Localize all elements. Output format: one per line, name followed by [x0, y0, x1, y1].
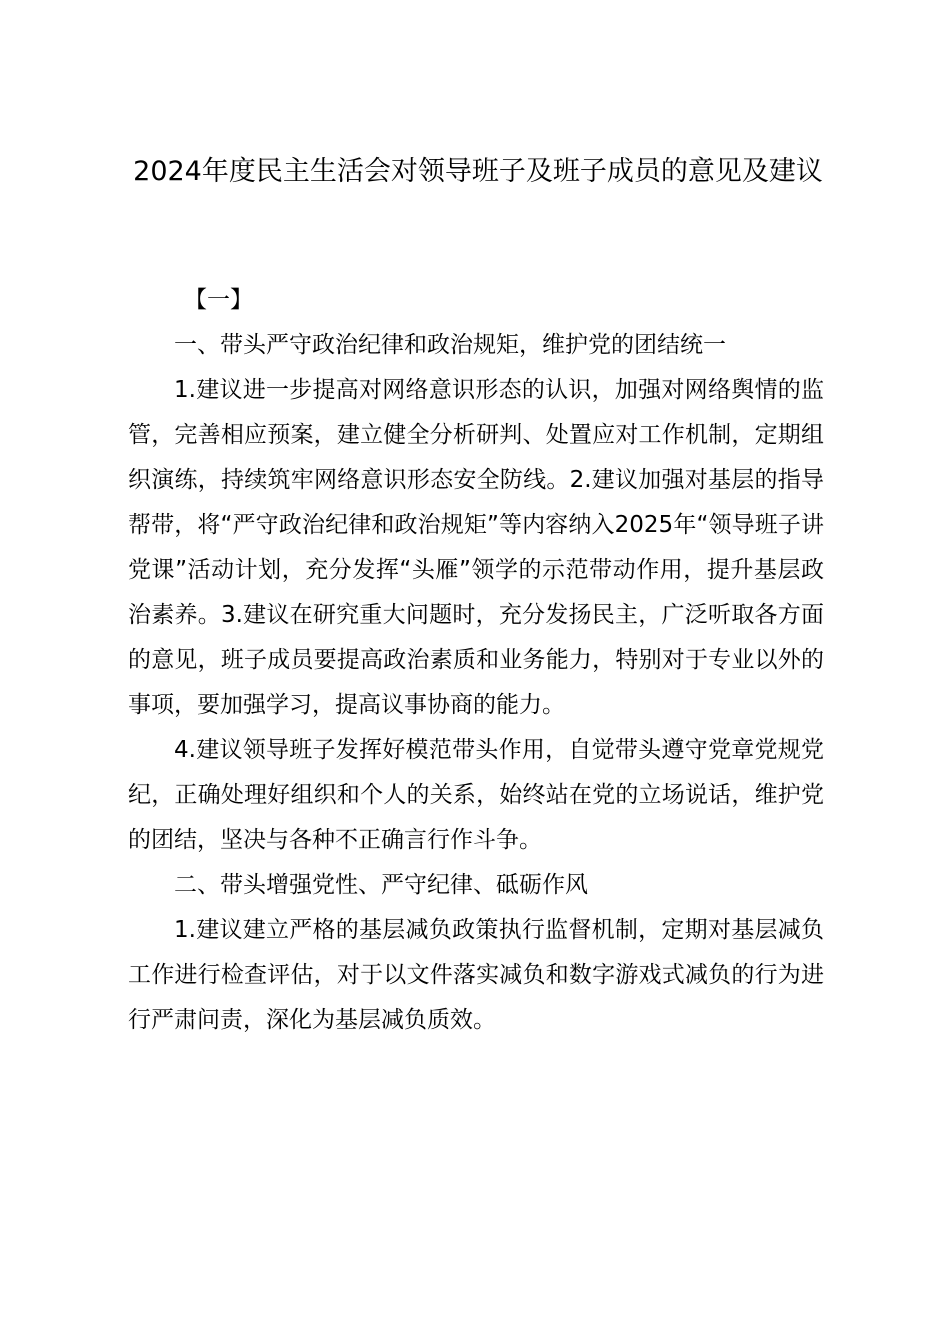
paragraph-suggestion-4: 4.建议领导班子发挥好模范带头作用，自觉带头遵守党章党规党纪，正确处理好组织和个人的关系，始终站在党的立场说话，维护党的团结，坚决与各种不正确言行作斗争。: [128, 737, 824, 853]
heading-party-spirit: 二、带头增强党性、严守纪律、砥砺作风: [174, 872, 588, 898]
section-marker: 【一】: [184, 287, 253, 313]
paragraph-suggestions-1-3: 1.建议进一步提高对网络意识形态的认识，加强对网络舆情的监管，完善相应预案，建立健全分析研判、处置应对工作机制，定期组织演练，持续筑牢网络意识形态安全防线。2.建议加强对基层的指导帮带，将“严守政治纪律和政治规矩”等内容纳入2025年“领导班子讲党课”活动计划，充分发挥“头雁”领学的示范带动作用，提升基层政治素养。3.建议在研究重大问题时，充分发扬民主，广泛听取各方面的意见，班子成员要提高政治素质和业务能力，特别对于专业以外的事项，要加强学习，提高议事协商的能力。: [128, 377, 824, 718]
document-title: 2024年度民主生活会对领导班子及班子成员的意见及建议: [133, 156, 823, 187]
heading-political-discipline: 一、带头严守政治纪律和政治规矩，维护党的团结统一: [174, 332, 726, 358]
paragraph-burden-reduction: 1.建议建立严格的基层减负政策执行监督机制，定期对基层减负工作进行检查评估，对于以文件落实减负和数字游戏式减负的行为进行严肃问责，深化为基层减负质效。: [128, 917, 824, 1033]
document-body: [128, 278, 824, 1043]
